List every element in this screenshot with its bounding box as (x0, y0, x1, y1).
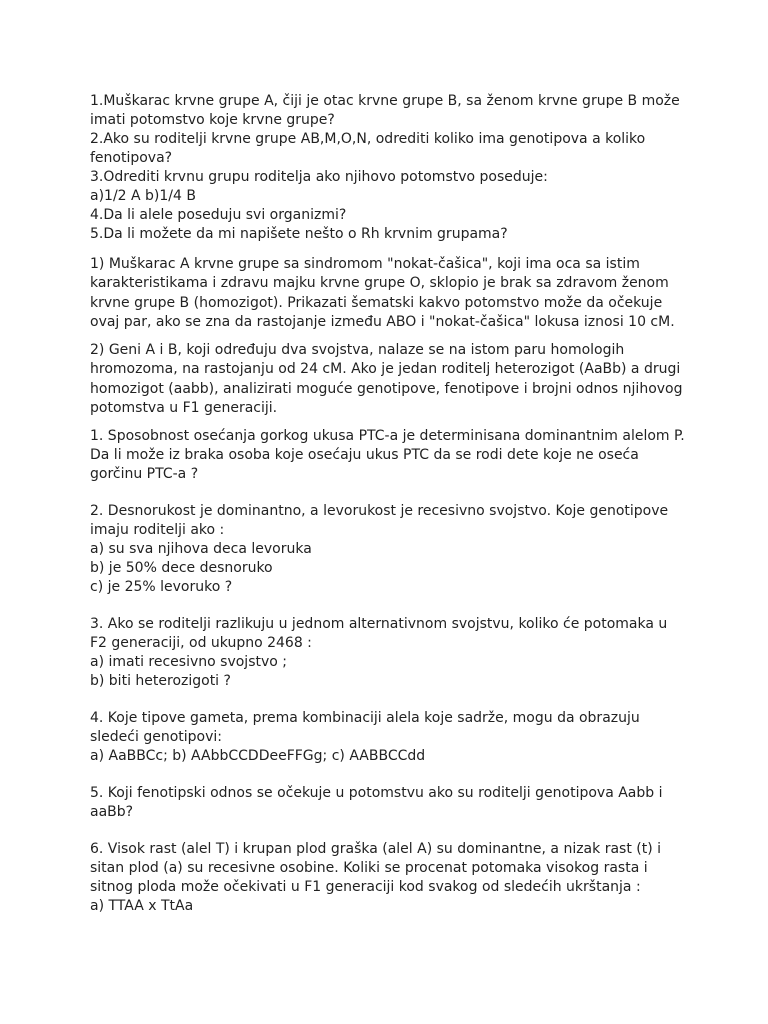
text-line: 4. Koje tipove gameta, prema kombinaciji alela koje sadrže, mogu da obrazuju (90, 710, 640, 727)
text-line: 5. Koji fenotipski odnos se očekuje u potomstvu ako su roditelji genotipova Aabb i (90, 785, 663, 802)
problem-nail-patella (90, 255, 690, 332)
text-line: 5.Da li možete da mi napišete nešto o Rh krvnim grupama? (90, 226, 508, 242)
text-line: karakteristikama i zdravu majku krvne grupe O, sklopio je brak sa zdravom ženom (90, 275, 669, 292)
text-line: 1. Sposobnost osećanja gorkog ukusa PTC-a je determinisana dominantnim alelom P. (90, 428, 685, 445)
text-line: 2. Desnorukost je dominantno, a levorukost je recesivno svojstvo. Koje genotipove (90, 503, 669, 520)
text-line: aaBb? (90, 804, 134, 821)
text-line: Da li može iz braka osoba koje osećaju ukus PTC da se rodi dete koje ne oseća (90, 447, 639, 464)
text-line: a) su sva njihova deca levoruka (90, 541, 312, 558)
question-phenotype-ratio (90, 784, 690, 822)
document-page (90, 92, 690, 916)
text-line: b) je 50% dece desnoruko (90, 560, 273, 577)
text-line: 2.Ako su roditelji krvne grupe AB,M,O,N, odrediti koliko ima genotipova a koliko (90, 131, 646, 147)
question-pea-plants (90, 840, 690, 916)
text-line: potomstva u F1 generaciji. (90, 400, 278, 417)
questions-list-a (90, 92, 690, 244)
text-line: c) je 25% levoruko ? (90, 579, 233, 596)
text-line: a)1/2 A b)1/4 B (90, 188, 196, 204)
text-line: krvne grupe B (homozigot). Prikazati šematski kakvo potomstvo može da očekuje (90, 294, 663, 311)
text-line: ovaj par, ako se zna da rastojanje između ABO i "nokat-čašica" lokusa iznosi 10 cM. (90, 313, 675, 330)
problem-linked-genes (90, 341, 690, 418)
text-line: sledeći genotipovi: (90, 729, 222, 746)
text-line: imati potomstvo koje krvne grupe? (90, 112, 335, 128)
text-line: gorčinu PTC-a ? (90, 466, 199, 483)
text-line: 3.Odrediti krvnu grupu roditelja ako njihovo potomstvo poseduje: (90, 169, 548, 185)
question-ptc (90, 427, 690, 484)
text-line: sitnog ploda može očekivati u F1 generaciji kod svakog od sledećih ukrštanja : (90, 879, 641, 896)
question-gametes (90, 709, 690, 766)
text-line: 3. Ako se roditelji razlikuju u jednom alternativnom svojstvu, koliko će potomaka u (90, 616, 668, 633)
question-handedness (90, 502, 690, 597)
text-line: a) TTAA x TtAa (90, 898, 194, 915)
text-line: homozigot (aabb), analizirati moguće genotipove, fenotipove i brojni odnos njihovog (90, 380, 683, 397)
text-line: imaju roditelji ako : (90, 522, 225, 539)
text-line: fenotipova? (90, 150, 173, 166)
text-line: a) AaBBCc; b) AAbbCCDDeeFFGg; c) AABBCCdd (90, 748, 426, 765)
text-line: 1.Muškarac krvne grupe A, čiji je otac krvne grupe B, sa ženom krvne grupe B može (90, 93, 680, 109)
text-line: F2 generaciji, od ukupno 2468 : (90, 635, 312, 652)
text-line: 6. Visok rast (alel T) i krupan plod graška (alel A) su dominantne, a nizak rast (t) i (90, 841, 662, 858)
text-line: sitan plod (a) su recesivne osobine. Koliki se procenat potomaka visokog rasta i (90, 860, 648, 877)
text-line: hromozoma, na rastojanju od 24 cM. Ako je jedan roditelj heterozigot (AaBb) a drugi (90, 361, 681, 378)
text-line: 2) Geni A i B, koji određuju dva svojstva, nalaze se na istom paru homologih (90, 342, 625, 359)
text-line: b) biti heterozigoti ? (90, 673, 231, 690)
question-f2-offspring (90, 615, 690, 691)
text-line: 4.Da li alele poseduju svi organizmi? (90, 207, 347, 223)
text-line: 1) Muškarac A krvne grupe sa sindromom "nokat-čašica", koji ima oca sa istim (90, 256, 640, 272)
text-line: a) imati recesivno svojstvo ; (90, 654, 287, 671)
